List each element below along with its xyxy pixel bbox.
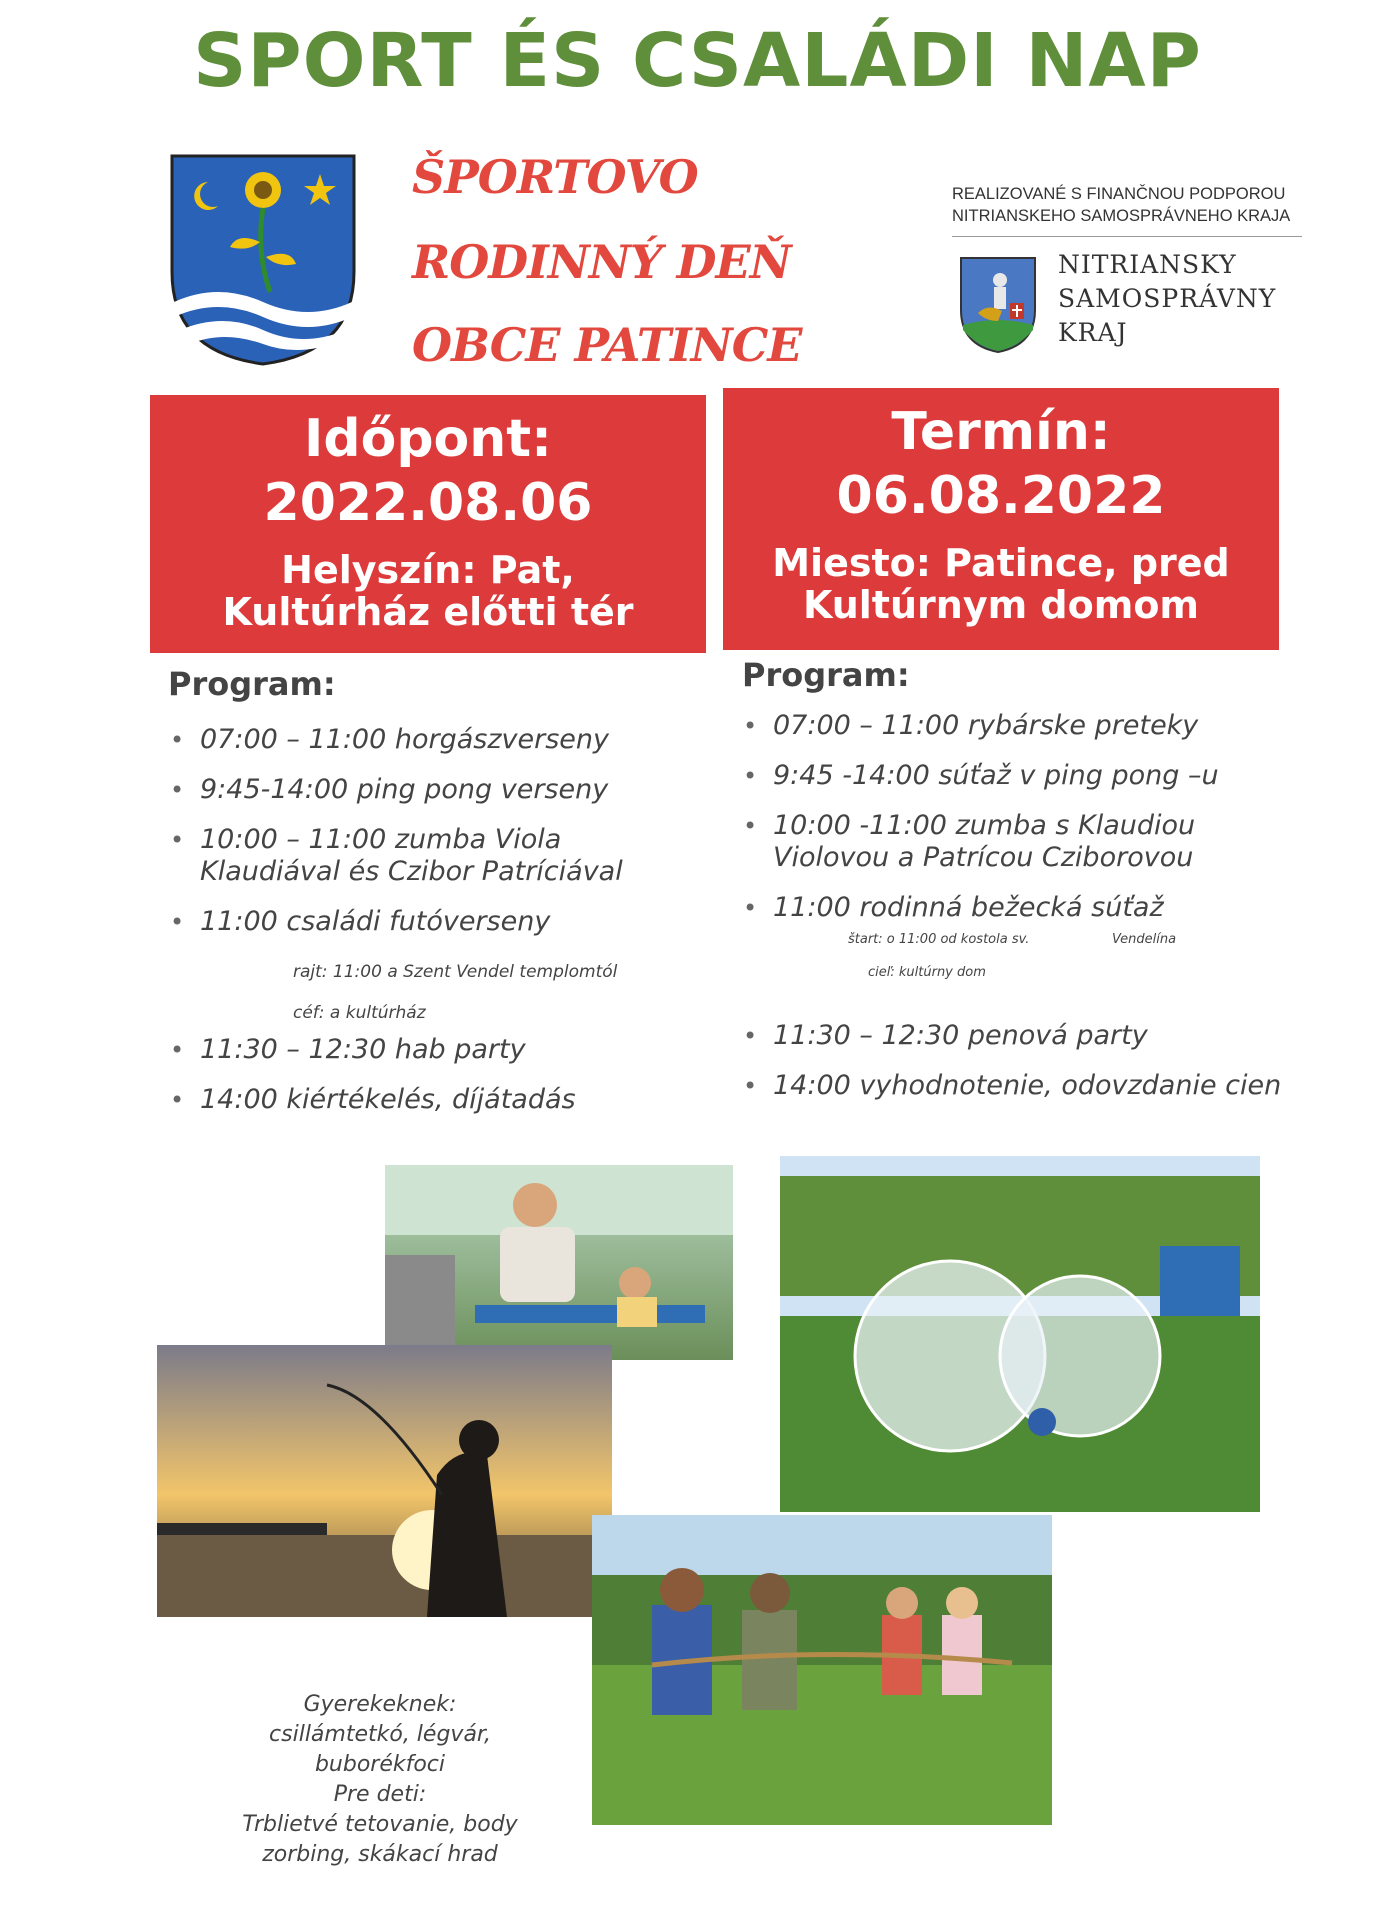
sk-start-note: štart: o 11:00 od kostola sv. (848, 932, 1030, 947)
list-item: • 11:00 családi futóverseny (170, 906, 690, 938)
kids-sk-heading: Pre deti: (333, 1782, 427, 1807)
bubble-football-photo (780, 1156, 1260, 1512)
sponsor-divider (952, 236, 1302, 237)
sk-start-note-2: Vendelína (1112, 932, 1177, 947)
hu-program-heading: Program: (168, 665, 336, 703)
hu-place: Helyszín: Pat, Kultúrház előtti tér (222, 548, 634, 634)
kids-sk-line-2: zorbing, skákací hrad (262, 1842, 498, 1867)
list-item: • 11:00 rodinná bežecká súťaž (743, 892, 1283, 924)
sponsor-statement (952, 183, 1290, 227)
nsk-name (1058, 248, 1276, 350)
sk-program-heading: Program: (742, 656, 910, 694)
hu-program-list (170, 724, 690, 1116)
main-title: SPORT ÉS CSALÁDI NAP (193, 18, 1202, 104)
sponsor-line-2: NITRIANSKEHO SAMOSPRÁVNEHO KRAJA (952, 207, 1291, 225)
sk-date-value: 06.08.2022 (836, 466, 1166, 526)
sk-program-list (743, 710, 1283, 1102)
hu-finish-note: céf: a kultúrház (293, 1003, 426, 1023)
list-item: • 11:30 – 12:30 penová party (743, 1020, 1283, 1052)
fishing-photo (157, 1345, 612, 1617)
hu-date-box (150, 395, 706, 653)
ping-pong-photo (385, 1165, 733, 1360)
list-item: • 9:45-14:00 ping pong verseny (170, 774, 690, 806)
list-item: • 14:00 kiértékelés, díjátadás (170, 1084, 690, 1116)
nsk-name-line-2: SAMOSPRÁVNY (1058, 284, 1277, 313)
kids-hu-line-1: csillámtetkó, légvár, (269, 1722, 491, 1747)
hu-date-heading: Időpont: (304, 409, 552, 469)
list-item: • 9:45 -14:00 súťaž v ping pong –u (743, 760, 1283, 792)
kids-sk-line-1: Trblietvé tetovanie, body (242, 1812, 518, 1837)
list-item: • 07:00 – 11:00 rybárske preteky (743, 710, 1283, 742)
nsk-coat-of-arms-logo (958, 255, 1038, 355)
tug-of-war-photo (592, 1515, 1052, 1825)
list-item: • 10:00 – 11:00 zumba Viola Klaudiával és Czibor Patríciával (170, 824, 690, 888)
kids-hu-line-2: buborékfoci (314, 1752, 446, 1777)
list-item: • 10:00 -11:00 zumba s Klaudiou Violovou a Patrícou Cziborovou (743, 810, 1283, 874)
kids-activities-note (210, 1690, 550, 1870)
sk-title-line-1: ŠPORTOVO (412, 150, 698, 204)
sk-title-line-2: RODINNÝ DEŇ (412, 235, 791, 289)
sk-date-heading: Termín: (891, 402, 1111, 462)
sk-place: Miesto: Patince, pred Kultúrnym domom (772, 541, 1230, 627)
list-item: • 11:30 – 12:30 hab party (170, 1034, 690, 1066)
sk-finish-note: cieľ: kultúrny dom (868, 965, 986, 980)
hu-date-value: 2022.08.06 (263, 473, 593, 533)
sk-title-line-3: OBCE PATINCE (412, 318, 802, 372)
nsk-name-line-3: KRAJ (1058, 318, 1128, 347)
nsk-name-line-1: NITRIANSKY (1058, 250, 1237, 279)
kids-hu-heading: Gyerekeknek: (303, 1692, 457, 1717)
list-item: • 07:00 – 11:00 horgászverseny (170, 724, 690, 756)
hu-start-note: rajt: 11:00 a Szent Vendel templomtól (293, 962, 618, 982)
sk-date-box (723, 388, 1279, 650)
coat-of-arms-logo (168, 152, 358, 367)
sponsor-line-1: REALIZOVANÉ S FINANČNOU PODPOROU (952, 185, 1286, 203)
list-item: • 14:00 vyhodnotenie, odovzdanie cien (743, 1070, 1283, 1102)
